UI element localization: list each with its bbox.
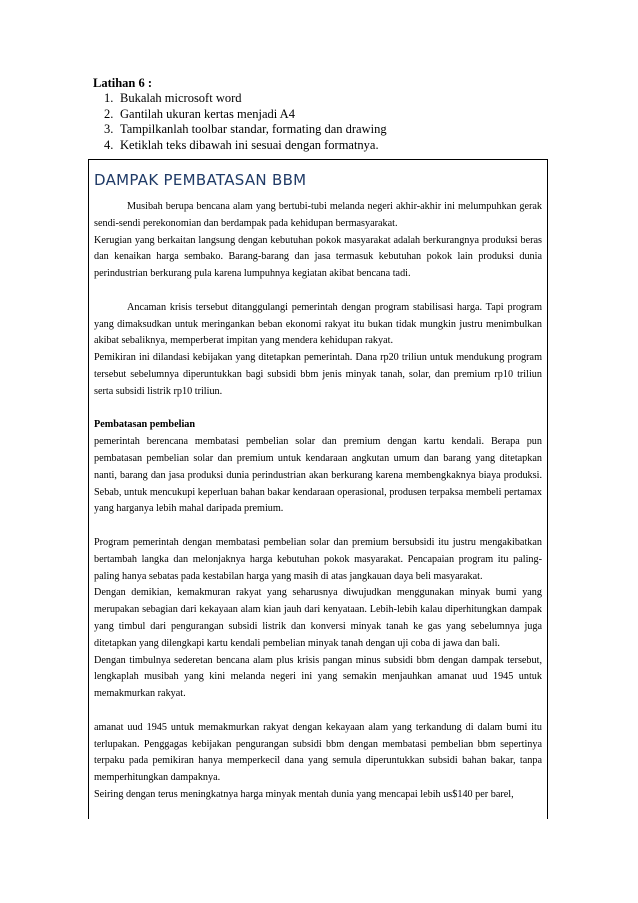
sample-text-box (88, 159, 548, 819)
paragraph: Dengan demikian, kemakmuran rakyat yang seharusnya diwujudkan menggunakan minyak bumi yang merupakan sebagian dari kekayaan alam kian jauh dari kenyataan. Lebih-lebih kalau diperhitungkan dampak yang timbul dari pengurangan subsidi listrik dan konversi minyak tanah ke gas yang sebelumnya juga ditetapkan yang dilengkapi kartu kendali pembelian minyak tanah dengan uji coba di jawa dan bali. (94, 587, 542, 649)
exercise-steps (93, 91, 553, 153)
step-number: 3. (104, 122, 114, 136)
paragraph: Program pemerintah dengan membatasi pembelian solar dan premium bersubsidi itu justru mengakibatkan bertambah langka dan melonjaknya harga kebutuhan pokok masyarakat. Pencapaian program itu paling-paling hanya sebatas pada kestabilan harga yang masih di atas jangkauan daya beli masyarakat. (94, 536, 542, 582)
blank-line (94, 518, 542, 535)
step-text: Bukalah microsoft word (120, 91, 242, 105)
list-item (93, 91, 553, 107)
paragraph: Seiring dengan terus meningkatnya harga minyak mentah dunia yang mencapai lebih us$140 per barel, (94, 788, 514, 800)
step-number: 4. (104, 137, 114, 152)
step-number: 1. (104, 91, 114, 105)
paragraph: Ancaman krisis tersebut ditanggulangi pemerintah dengan program stabilisasi harga. Tapi program yang dimaksudkan untuk meringankan beban ekonomi rakyat itu bukan tidak mungkin justru menimbulkan akibat sebaliknya, memperberat impitan yang mendera kehidupan rakyat. (94, 301, 542, 347)
blank-line (94, 401, 542, 418)
paragraph: Pemikiran ini dilandasi kebijakan yang ditetapkan pemerintah. Dana rp20 triliun untuk mendukung program tersebut sebelumnya diperuntukkan bagi subsidi bbm jenis minyak tanah, solar, dan premium rp10 triliun serta subsidi listrik rp10 triliun. (94, 352, 542, 397)
blank-line (94, 703, 542, 720)
blank-line (94, 283, 542, 300)
step-text: Tampilkanlah toolbar standar, formating dan drawing (120, 122, 387, 136)
paragraph: amanat uud 1945 untuk memakmurkan rakyat dengan kekayaan alam yang terkandung di dalam bumi itu terlupakan. Penggagas kebijakan pengurangan subsidi bbm dengan membatasi pembelian bbm sepertinya terpaku pada pemikiran hanya memperkecil dana yang semula diperuntukkan subsidi bahan bakar, tanpa memperhitungkan dampaknya. (94, 721, 542, 784)
step-text: Ketiklah teks dibawah ini sesuai dengan formatnya. (120, 137, 379, 152)
section-heading: Pembatasan pembelian (94, 419, 196, 431)
document-title: DAMPAK PEMBATASAN BBM (94, 171, 307, 189)
list-item (93, 138, 553, 154)
step-number: 2. (104, 106, 114, 121)
paragraph: Kerugian yang berkaitan langsung dengan kebutuhan pokok masyarakat adalah berkurangnya produksi beras dan kenaikan harga sembako. Barang-barang dan jasa termasuk kebutuhan pokok lain produksi dunia perindustrian berkurang pula karena lumpuhnya kegiatan akibat bencana tadi. (94, 234, 542, 280)
list-item (93, 122, 553, 138)
paragraph: Dengan timbulnya sederetan bencana alam plus krisis pangan minus subsidi bbm dengan dampak tersebut, lengkaplah musibah yang kini melanda negeri ini yang semakin menjauhkan amanat uud 1945 untuk memakmurkan rakyat. (94, 654, 542, 700)
list-item (93, 107, 553, 123)
exercise-title: Latihan 6 : (93, 76, 153, 90)
paragraph: Musibah berupa bencana alam yang bertubi-tubi melanda negeri akhir-akhir ini melumpuhkan gerak sendi-sendi perekonomian dan berdampak pada kehidupan bermasyarakat. (94, 201, 542, 229)
step-text: Gantilah ukuran kertas menjadi A4 (120, 106, 295, 121)
paragraph: pemerintah berencana membatasi pembelian solar dan premium dengan kartu kendali. Berapa pun pembatasan pembelian solar dan premium untuk kendaraan angkutan umum dan barang yang ditetapkan nanti, barang dan jasa produksi dunia perindustrian akan berkurang karena membengkaknya biaya produksi. Sebab, untuk mencukupi keperluan bahan bakar kendaraan operasional, produsen terpaksa membeli pertamax yang harganya lebih mahal daripada premium. (94, 436, 542, 515)
